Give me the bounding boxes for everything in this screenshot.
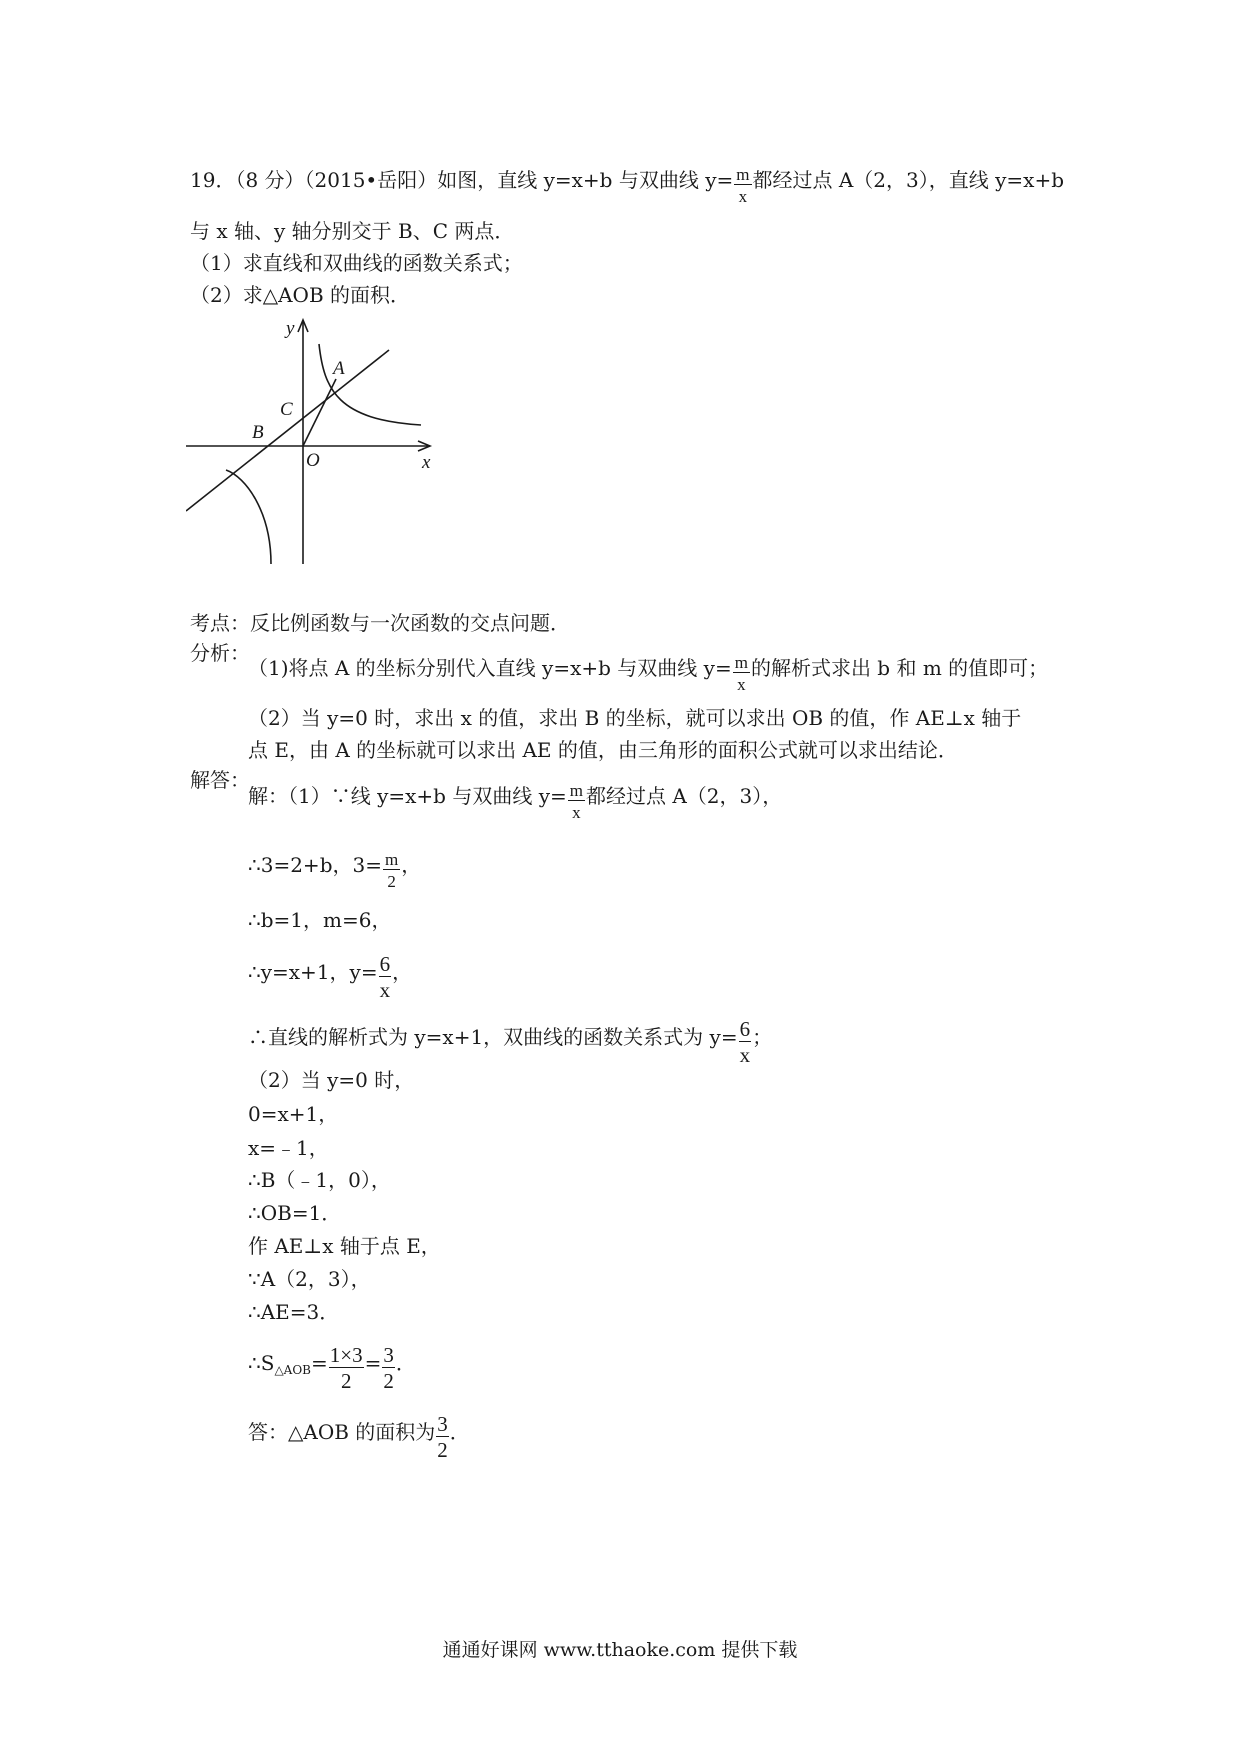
kaodian-row <box>190 610 570 636</box>
period: ． <box>395 1351 416 1375</box>
fenxi-p1 <box>248 650 1049 694</box>
solution-step-13: ∴AE=3． <box>248 1300 340 1324</box>
step-5-text-a: ∴直线的解析式为 y=x+1，双曲线的函数关系式为 y= <box>248 1025 738 1049</box>
fenxi-p1-text-a: （1)将点 A 的坐标分别代入直线 y=x+b 与双曲线 y= <box>248 656 732 680</box>
fraction-m-over-2: $\frac{m}{2}$ <box>384 850 399 891</box>
question-2: （2）求△AOB 的面积． <box>190 283 410 307</box>
solution-step-11: 作 AE⊥x 轴于点 E， <box>248 1234 441 1258</box>
period: ． <box>449 1420 470 1444</box>
coordinate-figure <box>186 312 446 572</box>
hyperbola-branch-2 <box>226 470 271 564</box>
fenxi-p2-line2: 点 E，由 A 的坐标就可以求出 AE 的值，由三角形的面积公式就可以求出结论． <box>248 738 958 762</box>
equals-sign: = <box>364 1351 382 1375</box>
area-symbol: ∴S <box>248 1351 275 1375</box>
equals-sign: = <box>311 1351 328 1375</box>
fenxi-label: 分析： <box>190 641 250 665</box>
fenxi-p1-text-b: 的解析式求出 b 和 m 的值即可； <box>750 656 1049 680</box>
problem-line-1 <box>190 162 1065 206</box>
solution-step-3: ∴b=1，m=6， <box>248 908 392 932</box>
step-2-text-b: ， <box>401 853 422 877</box>
label-O: O <box>306 450 320 471</box>
hyperbola-branch-1 <box>319 344 421 425</box>
answer-text: 答：△AOB 的面积为 <box>248 1420 436 1444</box>
step-4-text-a: ∴y=x+1，y= <box>248 960 378 984</box>
step-4-text-b: ， <box>392 960 413 984</box>
step-1-text-a: 解：（1）∵线 y=x+b 与双曲线 y= <box>248 784 567 808</box>
question-1: （1）求直线和双曲线的函数关系式； <box>190 251 523 275</box>
label-x: x <box>422 452 431 473</box>
fraction-1x3-over-2: $\frac{1\times 3}{2}$ <box>329 1343 363 1393</box>
solution-step-5 <box>248 1015 773 1067</box>
final-answer <box>248 1410 470 1462</box>
fraction-6-over-x: $\frac{6}{x}$ <box>379 952 391 1002</box>
step-2-text-a: ∴3=2+b，3= <box>248 853 382 877</box>
area-subscript: △AOB <box>274 1363 311 1377</box>
solution-step-2 <box>248 847 422 891</box>
problem-line-2: 与 x 轴、y 轴分别交于 B、C 两点． <box>190 219 515 243</box>
kaodian-label: 考点： <box>190 611 250 635</box>
page-footer: 通通好课网 www.tthaoke.com 提供下载 <box>442 1639 798 1661</box>
line-y-equals-x-plus-b <box>186 350 389 511</box>
label-C: C <box>280 399 293 420</box>
step-5-text-b: ； <box>752 1025 773 1049</box>
solution-step-9: ∴B（﹣1，0）， <box>248 1168 391 1192</box>
kaodian-text: 反比例函数与一次函数的交点问题． <box>250 611 570 635</box>
fraction-m-over-x: $\frac{m}{x}$ <box>734 653 748 694</box>
label-A: A <box>333 358 345 379</box>
step-1-text-b: 都经过点 A（2，3）， <box>585 784 783 808</box>
solution-step-6: （2）当 y=0 时， <box>248 1068 415 1092</box>
solution-step-10: ∴OB=1． <box>248 1201 342 1225</box>
solution-step-1 <box>248 778 783 822</box>
solution-step-12: ∵A（2，3）， <box>248 1267 371 1291</box>
fraction-m-over-x: $\frac{m}{x}$ <box>569 781 583 822</box>
solution-step-7: 0=x+1， <box>248 1102 339 1126</box>
label-B: B <box>252 422 264 443</box>
fenxi-p2-line1: （2）当 y=0 时，求出 x 的值，求出 B 的坐标，就可以求出 OB 的值，作 AE⊥x 轴于 <box>248 706 1022 730</box>
fraction-3-over-2: $\frac{3}{2}$ <box>383 1343 394 1393</box>
problem-text-a: 19．（8 分）（2015•岳阳）如图，直线 y=x+b 与双曲线 y= <box>190 168 734 192</box>
solution-step-4 <box>248 950 413 1002</box>
fraction-6-over-x: $\frac{6}{x}$ <box>739 1017 751 1067</box>
jieda-label: 解答： <box>190 768 250 792</box>
problem-text-b: 都经过点 A（2，3），直线 y=x+b <box>752 168 1065 192</box>
solution-step-8: x=﹣1， <box>248 1136 329 1160</box>
fraction-3-over-2: $\frac{3}{2}$ <box>437 1412 448 1462</box>
label-y: y <box>286 318 295 339</box>
solution-step-14 <box>248 1341 416 1393</box>
fraction-m-over-x: $\frac{m}{x}$ <box>736 165 750 206</box>
